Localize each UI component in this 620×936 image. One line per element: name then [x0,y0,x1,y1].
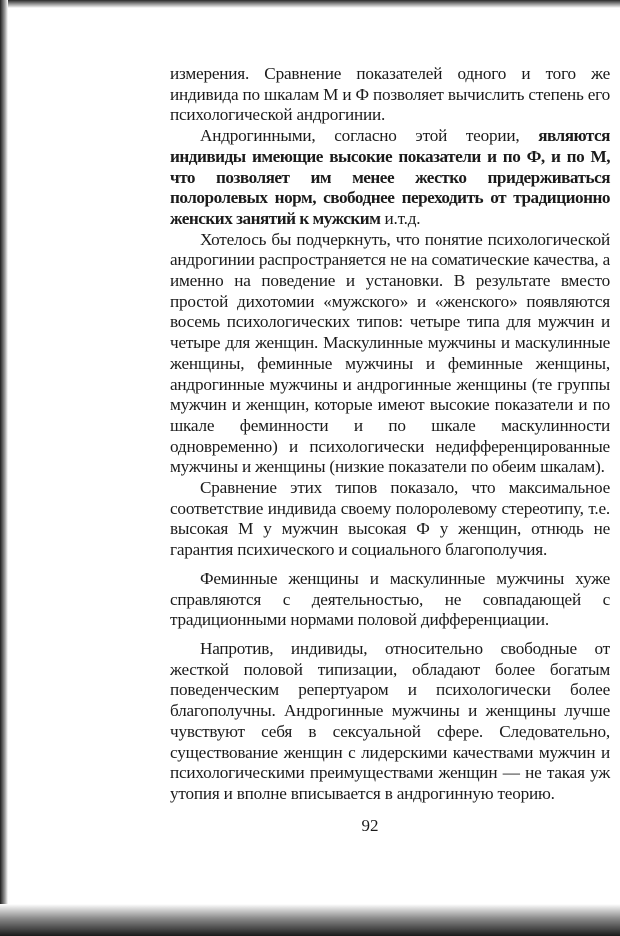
paragraph-3: Хотелось бы подчеркнуть, что понятие психологической андрогинии распространяется не на соматические качества, а именно на поведение и установки. В результате вместо простой дихотомии «мужского» и «женского» появляются восемь психологических типов: четыре типа для мужчин и четыре для женщин. Маскулинные мужчины и маскулинные женщины, феминные мужчины и феминные женщины, андрогинные мужчины и андрогинные женщины (те группы мужчин и женщин, которые имеют высокие показатели и по шкале феминности и по шкале маскулинности одновременно) и психологически недифференцированные мужчины и женщины (низкие показатели по обеим шкалам). [170,229,610,477]
paragraph-2-lead: Андрогинными, согласно этой теории, [200,126,539,146]
paragraph-2-tail: и.т.д. [380,208,421,228]
scan-edge-bottom [0,904,620,936]
paragraph-6: Напротив, индивиды, относительно свободные от жесткой половой типизации, обладают более богатым поведенческим репертуаром и психологически более благополучны. Андрогинные мужчины и женщины лучше чувствуют себя в сексуальной сфере. Следовательно, существование женщин с лидерскими качествами мужчин и психологическими преимуществами женщин — не такая уж утопия и вполне вписывается в андрогинную теорию. [170,638,610,803]
paragraph-1: измерения. Сравнение показателей одного и того же индивида по шкалам М и Ф позволяет вычислить степень его психологической андрогинии. [170,64,610,125]
paragraph-2-bold: являются индивиды имеющие высокие показатели и по Ф, и по М, что позволяет им менее жестко придерживаться полоролевых норм, свободнее переходить от традиционно женских занятий к мужским [170,126,610,228]
page-body [170,64,610,805]
paragraph-5: Феминные женщины и маскулинные мужчины хуже справляются с деятельностью, не совпадающей с традиционными нормами половой дифференциации. [170,568,610,630]
page-number: 92 [361,816,379,835]
scan-edge-top [0,0,620,8]
paragraph-4: Сравнение этих типов показало, что максимальное соответствие индивида своему полоролевому стереотипу, т.е. высокая М у мужчин высокая Ф у женщин, отнюдь не гарантия психического и социального благополучия. [170,478,610,560]
scan-edge-left [0,0,8,936]
paragraph-2 [170,126,610,230]
